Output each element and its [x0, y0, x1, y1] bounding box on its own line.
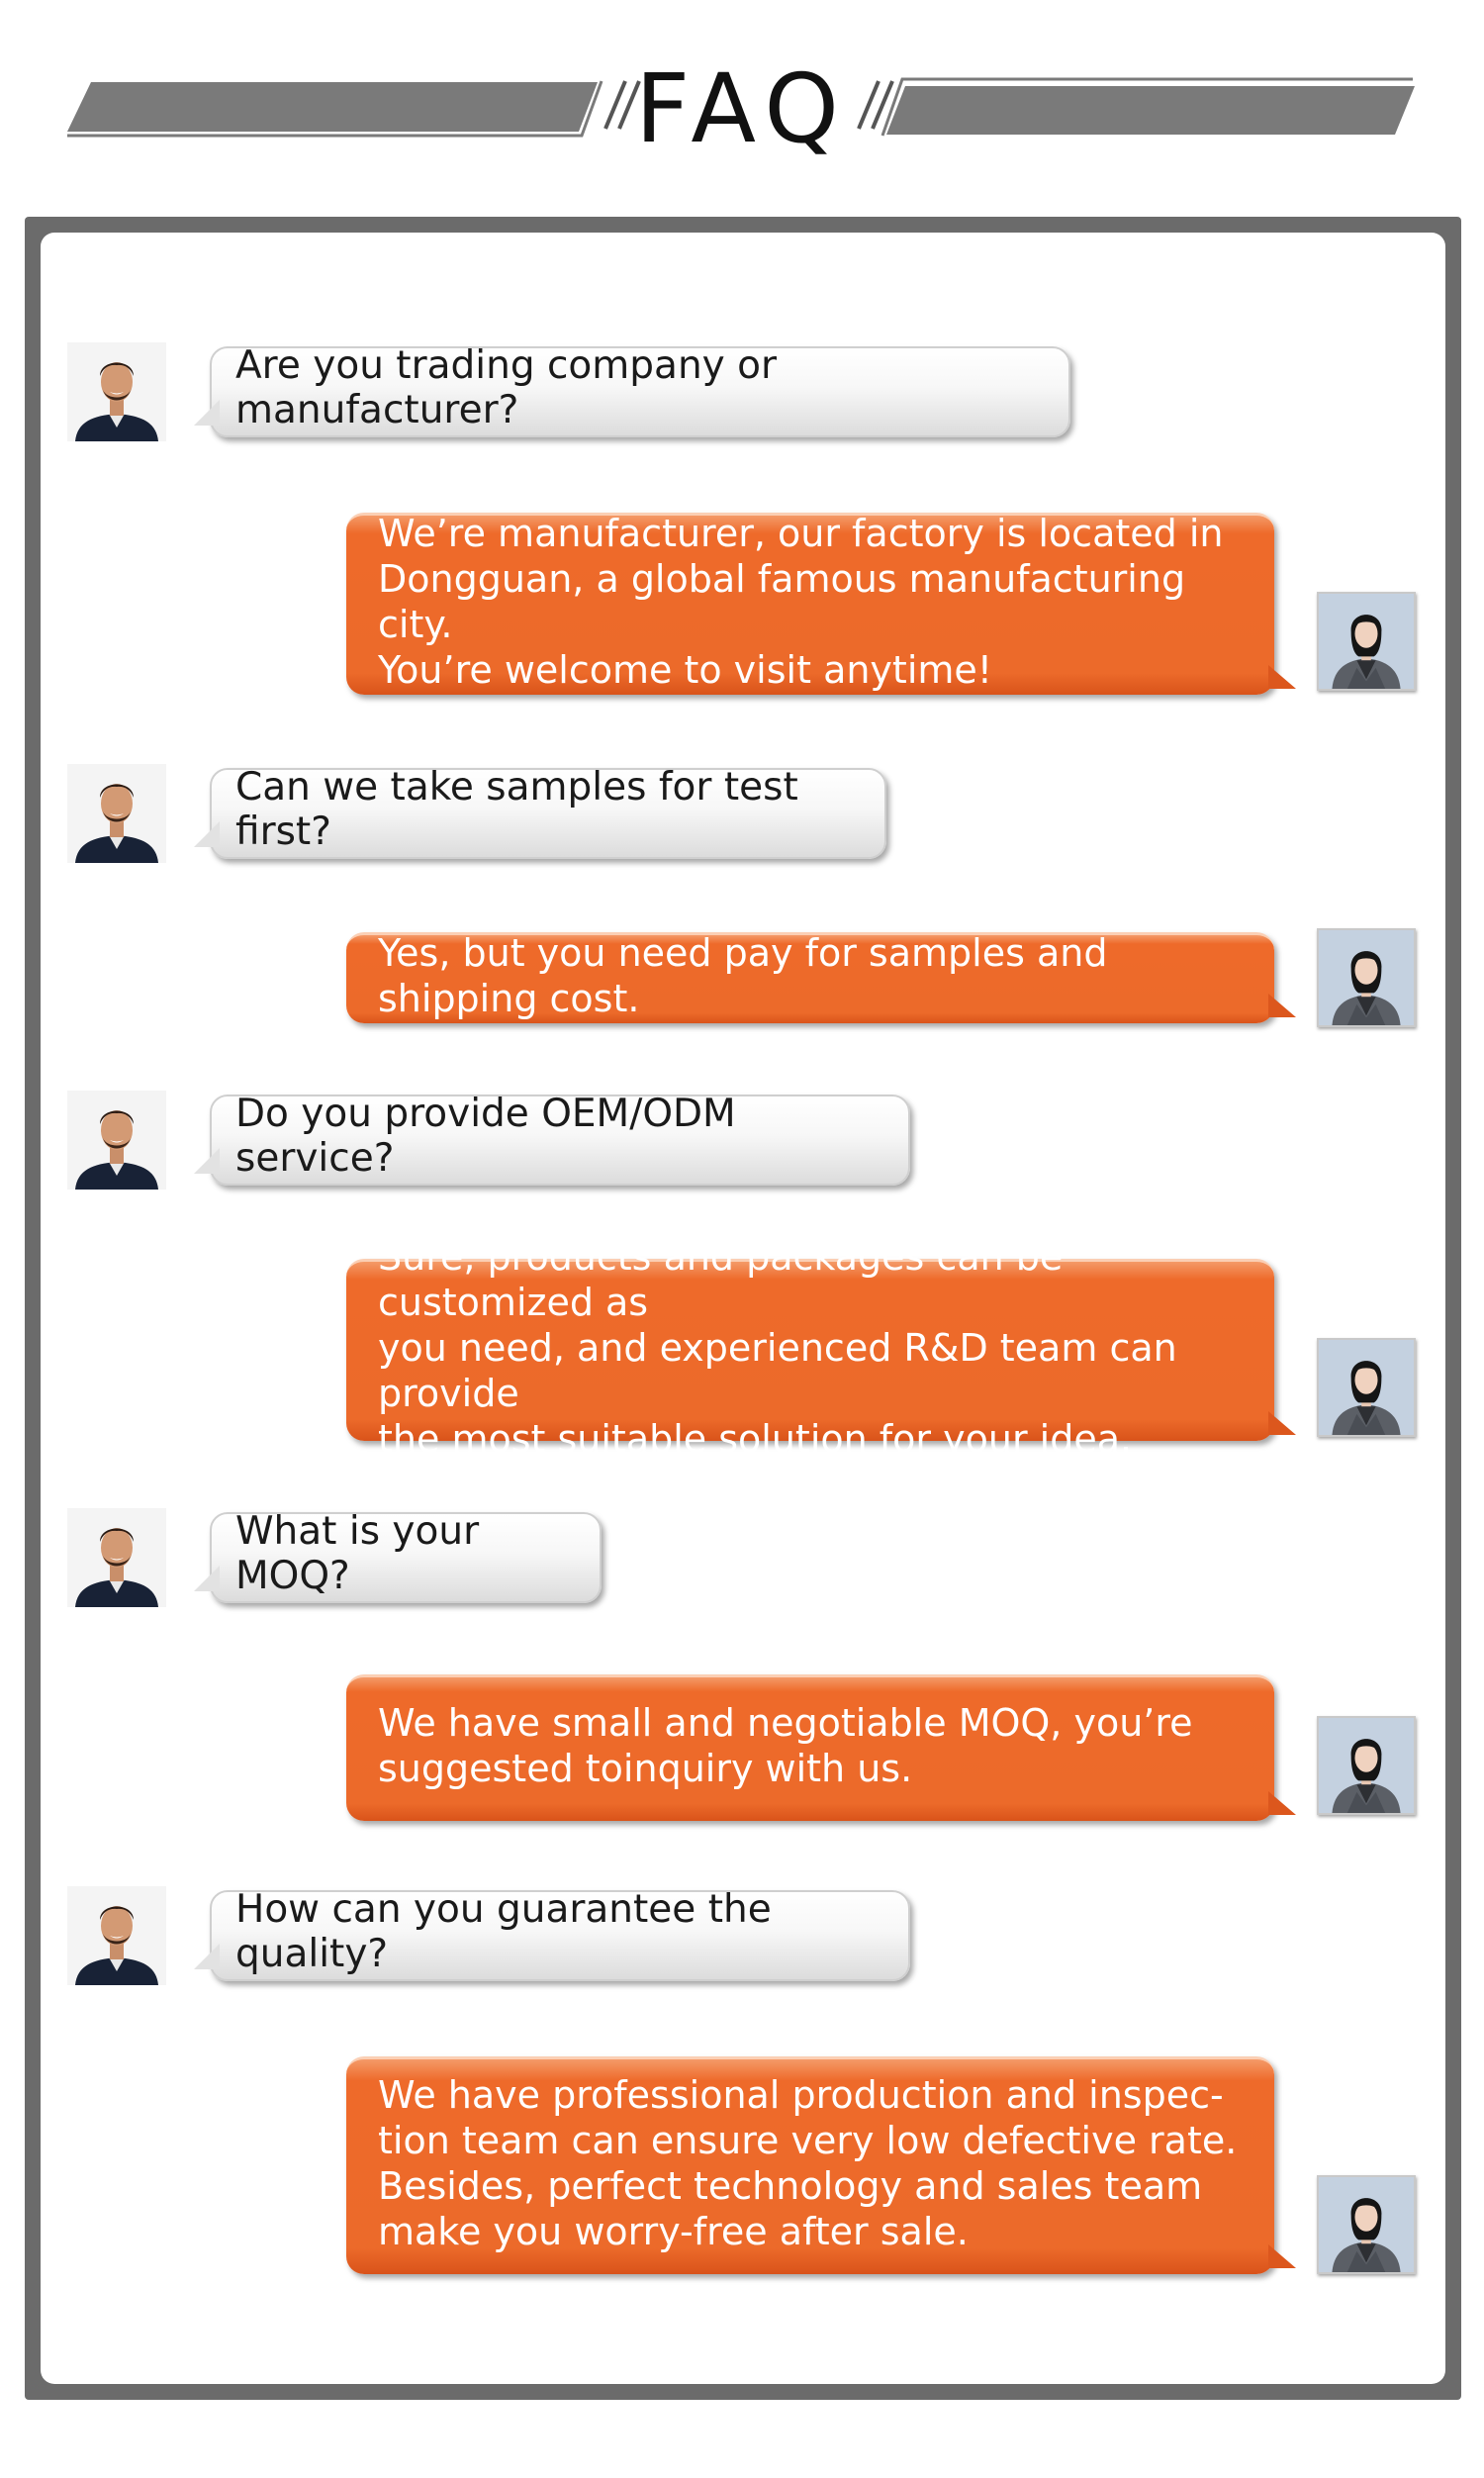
faq-header — [0, 0, 1484, 198]
question-text: What is your MOQ? — [235, 1509, 480, 1598]
responder-avatar-icon — [1317, 2175, 1416, 2274]
page-title: FAQ — [635, 53, 849, 164]
answer-bubble — [346, 1674, 1274, 1821]
question-bubble — [210, 1509, 602, 1603]
answer-bubble — [346, 1234, 1274, 1461]
question-bubble — [210, 343, 1070, 437]
asker-avatar-icon — [67, 342, 166, 441]
answer-text: We’re manufacturer, our factory is located in Dongguan, a global famous manufacturing city. You’re welcome to visit anytime! — [378, 511, 1224, 692]
asker-avatar-icon — [67, 1091, 166, 1190]
answer-text: Sure, products and packages can be customized as you need, and experienced R&D team can provide the most suitable solution for your idea. — [378, 1234, 1177, 1461]
answer-text: We have small and negotiable MOQ, you’re suggested toinquiry with us. — [378, 1700, 1193, 1790]
question-text: Can we take samples for test first? — [235, 765, 798, 854]
answer-bubble — [346, 932, 1274, 1023]
question-bubble — [210, 1887, 910, 1981]
responder-avatar-icon — [1317, 928, 1416, 1027]
asker-avatar-icon — [67, 1508, 166, 1607]
asker-avatar-icon — [67, 764, 166, 863]
answer-text: Yes, but you need pay for samples and shipping cost. — [378, 930, 1108, 1020]
question-text: Are you trading company or manufacturer? — [235, 343, 778, 432]
responder-avatar-icon — [1317, 1338, 1416, 1437]
answer-bubble — [346, 513, 1274, 695]
question-text: Do you provide OEM/ODM service? — [235, 1092, 736, 1181]
question-bubble — [210, 765, 886, 859]
question-text: How can you guarantee the quality? — [235, 1887, 772, 1976]
answer-bubble — [346, 2056, 1274, 2274]
responder-avatar-icon — [1317, 1716, 1416, 1815]
responder-avatar-icon — [1317, 592, 1416, 691]
question-bubble — [210, 1092, 910, 1186]
answer-text: We have professional production and inspec- tion team can ensure very low defective rate. Besides, perfect technology and sales team make you worry-free after sale. — [378, 2072, 1238, 2253]
asker-avatar-icon — [67, 1886, 166, 1985]
